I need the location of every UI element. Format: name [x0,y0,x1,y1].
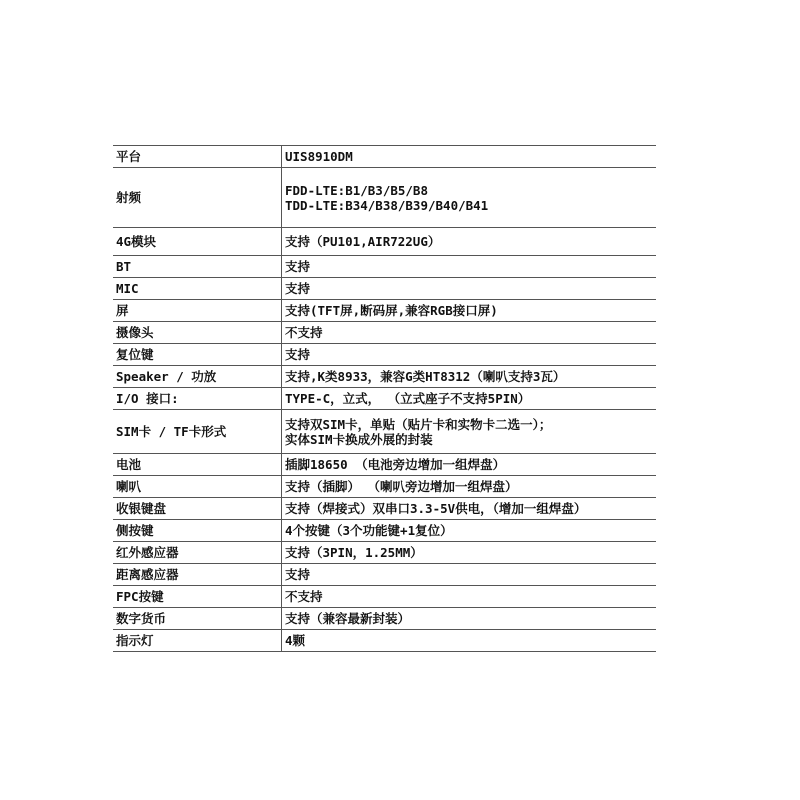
row-label: FPC按键 [113,586,282,608]
row-value [282,586,657,608]
row-value-line: FDD-LTE:B1/B3/B5/B8 [285,182,428,198]
row-label: 喇叭 [113,476,282,498]
spec-table [113,145,656,652]
table-row [113,520,656,542]
table-row [113,366,656,388]
row-label: 平台 [113,146,282,168]
row-value [282,168,657,228]
row-value [282,344,657,366]
row-label: 距离感应器 [113,564,282,586]
row-value-line: 支持（兼容最新封装） [285,611,411,626]
row-value-line: 支持（焊接式）双串口3.3-5V供电，（增加一组焊盘） [285,501,587,516]
row-label: 摄像头 [113,322,282,344]
row-label: Speaker / 功放 [113,366,282,388]
table-row [113,256,656,278]
table-row [113,388,656,410]
row-label: 屏 [113,300,282,322]
row-label: 4G模块 [113,228,282,256]
row-value-line: 支持双SIM卡，单贴（贴片卡和实物卡二选一）； [285,416,552,432]
row-value-line: 支持 [285,567,311,582]
table-row [113,476,656,498]
table-row [113,454,656,476]
row-value-line: 不支持 [285,589,323,604]
row-value-line: 支持,K类8933，兼容G类HT8312（喇叭支持3瓦） [285,369,566,384]
row-label: MIC [113,278,282,300]
row-value-line: 4颗 [285,633,306,648]
row-value [282,278,657,300]
row-value-line: 支持 [285,259,311,274]
row-label: 射频 [113,168,282,228]
table-row [113,498,656,520]
row-value [282,454,657,476]
row-label: 侧按键 [113,520,282,542]
row-value-line: 支持 [285,347,311,362]
row-value [282,388,657,410]
table-row [113,586,656,608]
row-label: 红外感应器 [113,542,282,564]
row-value [282,476,657,498]
row-value [282,146,657,168]
row-label: 电池 [113,454,282,476]
row-value-line: 支持（插脚） （喇叭旁边增加一组焊盘） [285,479,518,494]
table-row [113,168,656,228]
row-value [282,564,657,586]
row-label: 收银键盘 [113,498,282,520]
table-row [113,344,656,366]
row-value [282,410,657,454]
row-value [282,256,657,278]
row-value [282,520,657,542]
row-value-line: TYPE-C，立式， （立式座子不支持5PIN） [285,391,531,406]
row-label: BT [113,256,282,278]
row-value [282,228,657,256]
row-value-line: TDD-LTE:B34/B38/B39/B40/B41 [285,197,489,213]
row-value [282,498,657,520]
row-value [282,300,657,322]
table-row [113,322,656,344]
row-value-line: 实体SIM卡换成外展的封装 [285,431,433,447]
table-row [113,542,656,564]
row-value-line: 支持（3PIN，1.25MM） [285,545,423,560]
row-value [282,366,657,388]
table-row [113,300,656,322]
table-row [113,410,656,454]
row-value-line: 插脚18650 （电池旁边增加一组焊盘） [285,457,506,472]
row-value [282,630,657,652]
row-value [282,542,657,564]
table-row [113,630,656,652]
table-row [113,608,656,630]
table-row [113,228,656,256]
row-label: 复位键 [113,344,282,366]
row-value [282,608,657,630]
row-label: I/O 接口: [113,388,282,410]
row-value-line: 支持（PU101,AIR722UG） [285,234,441,249]
row-value-line: 支持 [285,281,311,296]
row-label: 指示灯 [113,630,282,652]
row-value [282,322,657,344]
row-value-line: UIS8910DM [285,149,353,164]
table-row [113,146,656,168]
row-label: 数字货币 [113,608,282,630]
row-value-line: 支持(TFT屏,断码屏,兼容RGB接口屏) [285,303,498,318]
table-row [113,564,656,586]
row-value-line: 不支持 [285,325,323,340]
row-label: SIM卡 / TF卡形式 [113,410,282,454]
row-value-line: 4个按键（3个功能键+1复位） [285,523,453,538]
table-row [113,278,656,300]
